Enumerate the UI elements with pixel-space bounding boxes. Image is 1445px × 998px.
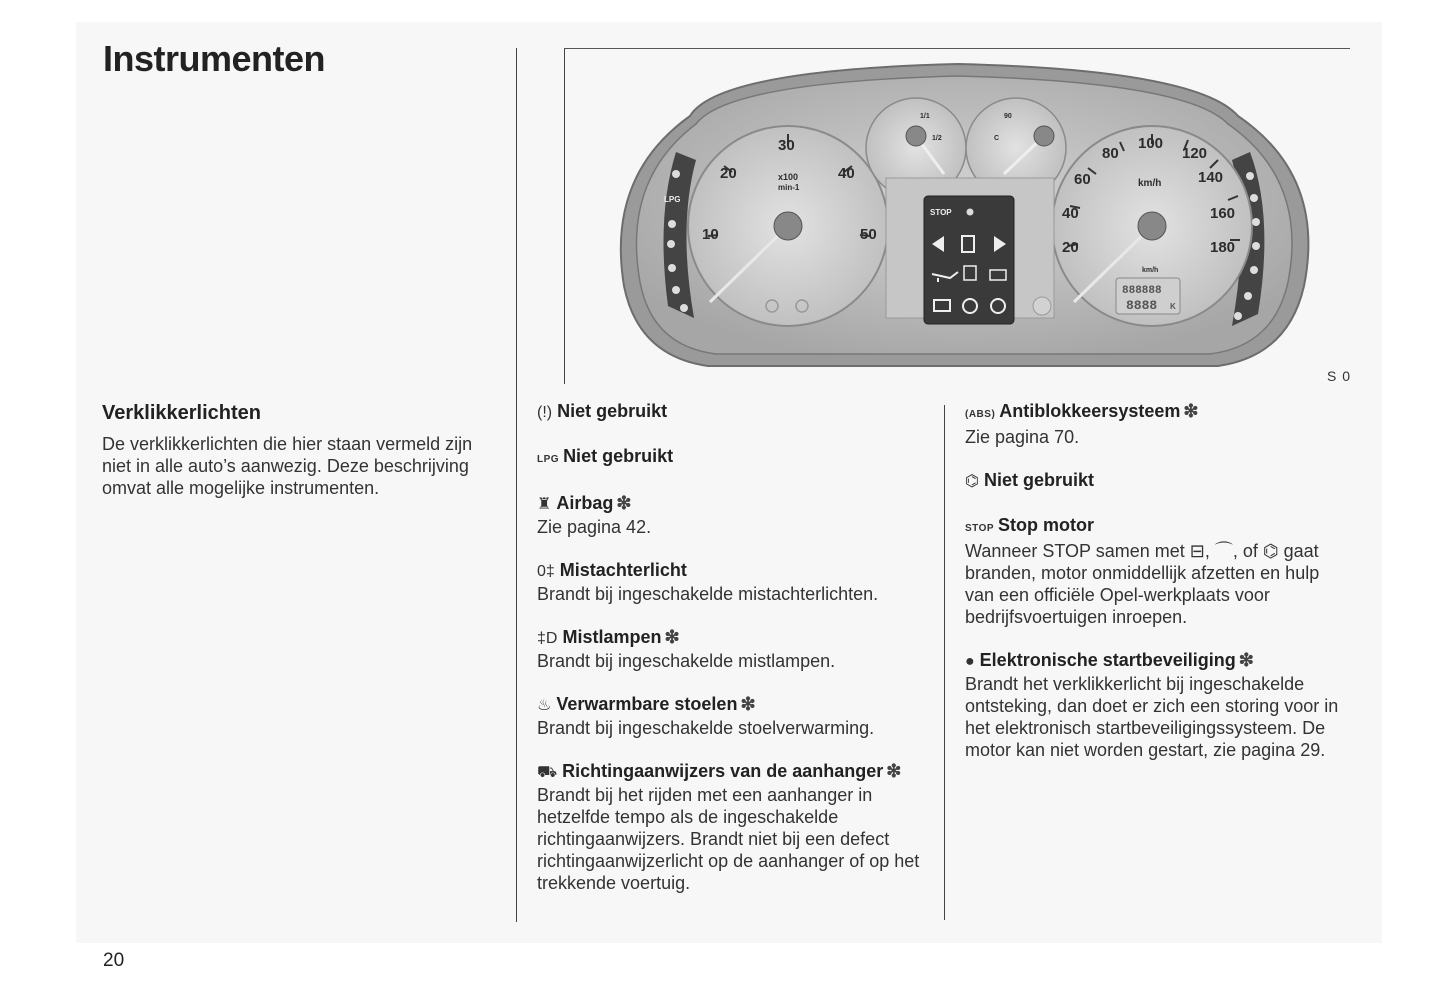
speedo-tick-180: 180: [1210, 239, 1236, 256]
tacho-unit-top: x100: [778, 172, 799, 182]
left-column: [102, 402, 502, 499]
tacho-unit-bottom: min-1: [778, 183, 800, 192]
section-intro: De verklikkerlichten die hier staan vermeld zijn niet in alle auto’s aanwezig. Deze beschrijving omvat alle mogelijke instrumenten.: [102, 434, 473, 498]
temp-cold-label: C: [994, 135, 1000, 142]
entry-title: Antiblokkeersysteem: [999, 401, 1181, 421]
left-strip-icon: [672, 286, 680, 294]
speedo-tick-120: 120: [1182, 145, 1208, 162]
entry-title: Niet gebruikt: [983, 470, 1094, 490]
right-strip-icon: [1246, 172, 1254, 180]
right-strip-icon: [1252, 218, 1260, 226]
optional-star-icon: ❇: [616, 493, 632, 513]
optional-star-icon: ❇: [1183, 401, 1199, 421]
heated-seat-icon: ♨: [537, 697, 552, 714]
tacho-tick-30: 30: [778, 137, 795, 154]
instrument-cluster-illustration: [598, 56, 1326, 378]
entry-title: Elektronische startbeveiliging: [979, 650, 1236, 670]
page-title: Instrumenten: [103, 38, 326, 79]
temp-mark-label: 90: [1004, 113, 1012, 120]
entry-title: Airbag: [556, 493, 614, 513]
speedo-tick-40: 40: [1062, 205, 1079, 222]
abs-icon: (ABS): [965, 409, 996, 420]
entry-title: Richtingaanwijzers van de aanhanger: [562, 761, 884, 781]
column-divider-left: [516, 48, 517, 922]
speedo-tick-60: 60: [1074, 171, 1091, 188]
exclamation-icon: (!): [537, 404, 553, 421]
entry-fog-lamps: [537, 626, 922, 672]
fog-lamp-icon: ‡D: [537, 630, 558, 647]
entry-heated-seats: [537, 693, 922, 739]
temp-hub: [1034, 126, 1054, 146]
tacho-tick-10: 10: [702, 226, 719, 243]
entry-not-used-2: [965, 469, 1350, 493]
entry-title: Verwarmbare stoelen: [556, 694, 738, 714]
entry-stop-engine: [965, 514, 1350, 628]
speedo-tick-140: 140: [1198, 169, 1224, 186]
right-strip-icon: [1250, 266, 1258, 274]
right-strip-icon: [1252, 242, 1260, 250]
middle-column: [537, 400, 922, 915]
odometer-bottom: 8888: [1126, 298, 1158, 313]
column-divider-right: [944, 405, 945, 920]
tachometer-hub: [774, 212, 802, 240]
section-heading: Verklikkerlichten: [102, 402, 261, 424]
page-number: 20: [103, 950, 125, 971]
figure-frame-left: [564, 48, 565, 384]
entry-text: Zie pagina 42.: [537, 517, 652, 537]
optional-star-icon: ❇: [664, 627, 680, 647]
entry-text: Wanneer STOP samen met ⊟, ⌒, of ⌬ gaat branden, motor onmiddellijk afzetten en hulp van een officiële Opel-werkplaats voor bedrijfsvoertuigen inroepen.: [965, 541, 1320, 627]
panel-stop-label: STOP: [930, 208, 952, 217]
entry-not-used-1: [537, 400, 922, 424]
left-strip-icon: [680, 304, 688, 312]
entry-rear-fog: [537, 559, 922, 605]
odometer-suffix: K: [1170, 302, 1176, 311]
right-strip-icon: [1234, 312, 1242, 320]
entry-abs: [965, 400, 1350, 448]
entry-text: Zie pagina 70.: [965, 427, 1080, 447]
fuel-hub: [906, 126, 926, 146]
lpg-label: LPG: [664, 195, 681, 204]
stop-indicator-dot: [967, 209, 974, 216]
entry-trailer-indicators: [537, 760, 922, 894]
rear-fog-light-icon: 0‡: [537, 563, 555, 580]
stop-icon: STOP: [965, 523, 995, 534]
entry-airbag: [537, 492, 922, 538]
speedo-unit: km/h: [1138, 178, 1162, 189]
left-strip-icon: [668, 220, 676, 228]
entry-text: Brandt bij ingeschakelde stoelverwarming.: [537, 718, 875, 738]
fuel-full-label: 1/1: [920, 113, 930, 120]
engine-icon: ⌬: [965, 473, 979, 490]
speedo-tick-80: 80: [1102, 145, 1119, 162]
entry-title: Mistachterlicht: [559, 560, 687, 580]
entry-lpg: [537, 445, 922, 471]
trailer-icon: ⛟: [537, 764, 558, 781]
optional-star-icon: ❇: [886, 761, 902, 781]
left-strip-icon: [667, 240, 675, 248]
entry-title: Mistlampen: [562, 627, 662, 647]
entry-text: Brandt bij ingeschakelde mistlampen.: [537, 651, 836, 671]
figure-code: S 0: [1327, 368, 1352, 384]
entry-title: Stop motor: [998, 515, 1095, 535]
tacho-tick-50: 50: [860, 226, 877, 243]
tacho-tick-40: 40: [838, 165, 855, 182]
speedo-tick-160: 160: [1210, 205, 1236, 222]
left-strip-icon: [668, 264, 676, 272]
airbag-icon: ♜: [537, 496, 552, 513]
lpg-icon: LPG: [537, 454, 560, 465]
entry-text: Brandt bij het rijden met een aanhanger in hetzelfde tempo als de ingeschakelde richtingaanwijzers. Brandt niet bij een defect richtingaanwijzerlicht op de aanhanger of op het trekkende voertuig.: [537, 785, 920, 893]
dot-icon: ●: [965, 653, 975, 670]
optional-star-icon: ❇: [740, 694, 756, 714]
optional-star-icon: ❇: [1238, 650, 1254, 670]
fuel-half-label: 1/2: [932, 135, 942, 142]
entry-title: Niet gebruikt: [563, 446, 674, 466]
trip-reset-knob: [1033, 297, 1051, 315]
right-column: [965, 400, 1350, 782]
speedo-unit-small: km/h: [1142, 267, 1159, 274]
speedo-tick-20: 20: [1062, 239, 1079, 256]
left-strip-icon: [672, 170, 680, 178]
entry-title: Niet gebruikt: [557, 401, 668, 421]
odometer-top: 888888: [1122, 285, 1162, 297]
entry-text: Brandt het verklikkerlicht bij ingeschakelde ontsteking, dan doet er zich een storing voor in het elektronisch startbeveiligingssysteem. De motor kan niet worden gestart, zie pagina 29.: [965, 674, 1339, 760]
entry-immobiliser: [965, 649, 1350, 761]
speedometer-hub: [1138, 212, 1166, 240]
right-strip-icon: [1244, 292, 1252, 300]
right-strip-icon: [1250, 194, 1258, 202]
entry-text: Brandt bij ingeschakelde mistachterlichten.: [537, 584, 879, 604]
tacho-tick-20: 20: [720, 165, 737, 182]
figure-frame-top: [564, 48, 1350, 49]
speedo-tick-100: 100: [1138, 135, 1164, 152]
